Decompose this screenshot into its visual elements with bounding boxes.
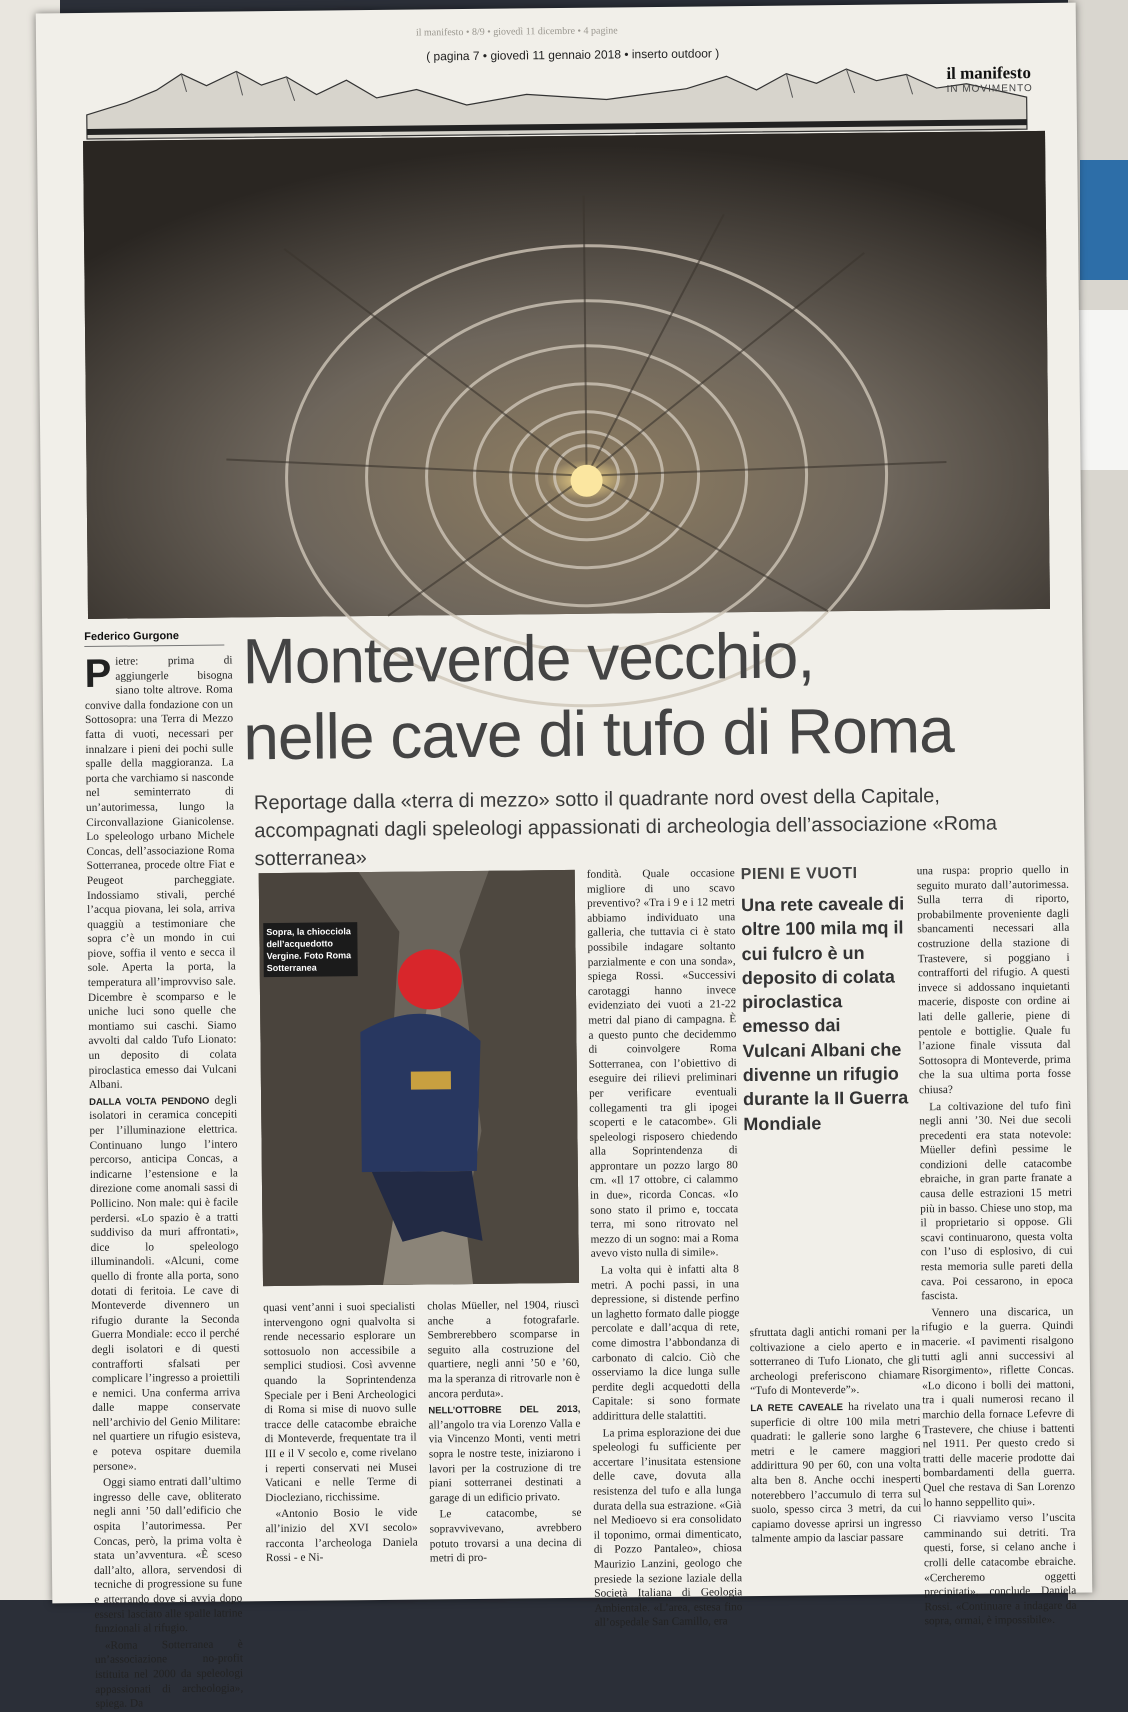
col6-para-1: una ruspa: proprio quello in seguito murato dall’autorimessa. Sulla terra di riporto, probabilmente proveniente dagli sbancamenti necessari alla costruzione della stazione di Trastevere, si poggiano i contrafforti del rifugio. A questi invece si addossano inquietanti macerie, disposte con ordine ai lati delle gallerie, piene di pentole e bottiglie. Quale fu l’azione finale vissuta dal Sottosopra di Monteverde, prima che la sua ultima porta fosse chiusa?: [916, 863, 1071, 1097]
col1-para-4: «Roma Sotterranea è un’associazione no-profit istituita nel 2000 da speleologi appassionati di archeologia», spiega. Da: [94, 1638, 244, 1711]
col3-para-1: cholas Müeller, nel 1904, riuscì anche a fotografarle. Sembrerebbero scomparse in seguito alla costruzione del quartiere, negli anni ’50 e ’60, ma la speranza di ritrovarle non è ancora perduta».: [427, 1298, 581, 1401]
running-header: il manifesto • 8/9 • giovedì 11 dicembre • 4 pagine: [415, 25, 618, 39]
col3-para-3: Le catacombe, se sopravvivevano, avrebbero potuto trovarsi a una decina di metri di pro-: [429, 1507, 582, 1565]
subheadline: Reportage dalla «terra di mezzo» sotto il quadrante nord ovest della Capitale, accompagnati dagli speleologi appassionati di archeologia dell’associazione «Roma sotterranea»: [253, 785, 998, 871]
col4-para-2: La volta qui è infatti alta 8 metri. A pochi passi, in una depressione, si distende perfino un laghetto formato dalle piogge percolate e dall’acqua di rete, come dimostra l’abbondanza di carbonato di calcio. Ciò che osserviamo la dice lunga sulle perdite degli acquedotti della Capitale: si sono formate addirittura delle stalattiti.: [590, 1263, 741, 1423]
headline-line-2: nelle cave di tufo di Roma: [242, 693, 955, 774]
column-5: [749, 1324, 922, 1546]
column-3: [427, 1298, 582, 1565]
col3-runin: NELL’OTTOBRE DEL 2013,: [428, 1404, 581, 1417]
col5-para-2: ha rivelato una superficie di oltre 100 mila metri quadrati: le gallerie sono larghe 6 metri e le camere maggiori addirittura 90 per 60, con una volta alta ben 8. Anche occhi inesperti noterebbero l’accumulo di terra sul suolo, spesso circa 3 metri, da cui capiamo dovesse aprirsi un ingresso talmente ampio da lasciar passare: [750, 1400, 922, 1546]
col1-runin: DALLA VOLTA PENDONO: [89, 1095, 210, 1108]
col6-para-3: Vennero una discarica, un rifugio e la guerra. Quindi macerie. «I pavimenti risalgono tutti agli anni successivi al Risorgimento», riflette Concas. «Lo dicono i bolli dei mattoni, tra i quali numerosi recano il marchio della fornace Lefevre di Trastevere, che chiuse i battenti nel 1911. Per questo credo si tratti delle macerie prodotte dai bombardamenti della guerra. Quel che restava di San Lorenzo lo hanno seppellito qui».: [921, 1305, 1076, 1509]
column-2: [263, 1300, 418, 1565]
spiral-staircase-photo: [83, 131, 1050, 619]
col5-para-1: sfruttata dagli antichi romani per la coltivazione a cielo aperto e in sotterraneo di Tufo Lionato, che gli archeologi preferiscono chiamare “Tufo di Monteverde”».: [749, 1325, 921, 1398]
logo-subtitle: IN MOVIMENTO: [946, 83, 1033, 95]
col6-para-2: La coltivazione del tufo finì negli anni ’30. Nei due secoli precedenti era stata notevole: Müeller definì pessime le condizioni delle catacombe ebraiche, in gran parte franate a causa delle estrazioni 15 metri più in basso. Chiese uno stop, ma il proprietario si oppose. Gli scavi continuarono, questa volta con l’uso di esplosivo, di cui resta memoria sulle pareti della cava. Poi cessarono, in epoca fascista.: [919, 1099, 1074, 1303]
byline: Federico Gurgone: [84, 630, 224, 647]
column-4: [586, 866, 743, 1630]
handwritten-note: [1078, 310, 1128, 470]
col1-para-2: degli isolatori in ceramica concepiti per l’illuminazione elettrica. Continuano lungo l’intero percorso, anticipa Concas, a indicarne l’estensione e la direzione come anomali sassi di Pollicino. Non male: qui è facile perdersi. «Lo spazio è a tratti suddiviso da muri affrontati», dice lo speleologo illuminandoli. «Alcuni, come quello di fronte alla porta, sono dotati di feritoia. Le cave di Monteverde divennero un rifugio durante la Seconda Guerra Mondiale: ecco il perché degli isolatori e di questi contrafforti sfalsati per complicare l’ingresso a proiettili e nemici. Una conferma arriva dalle mappe conservate nell’archivio del Genio Militare: nel quartiere un rifugio esisteva, e poteva ospitare duemila persone».: [89, 1094, 241, 1473]
column-1: [84, 651, 244, 1711]
masthead-logo: [946, 63, 1033, 95]
issue-date-line: ( pagina 7 • giovedì 11 gennaio 2018 • inserto outdoor ): [426, 46, 720, 64]
headline-line-1: Monteverde vecchio,: [242, 619, 815, 698]
col1-lead: ietre: prima di aggiungerle bisogna siano tolte altrove. Roma convive dalla fondazione con un Sottosopra: una Terra di Mezzo fatta di vuoti, necessari per innalzare i pieni dei pochi sulle spalle della maggioranza. La porta che varchiamo si nasconde nel seminterrato di un’autorimessa, lungo la Circonvallazione Gianicolense. Lo speleologo urbano Michele Concas, dell’associazione Roma Sotterranea, procede oltre Fiat e Peugeot parcheggiate. Indossiamo stivali, perché l’acqua piovana, lei sola, arriva quaggiù a testimoniare che sopra c’è un mondo in cui piove, soffia il vento e secca il sole. Aperta la porta, la temperatura all’improvviso sale. Dicembre è scomparso e le uniche luci sono quelle che montiamo sui caschi. Siamo avvolti dal caldo Tufo Lionato: un deposito di colata piroclastica emesso dai Vulcani Albani.: [84, 654, 237, 1092]
col2-para-1: quasi vent’anni i suoi specialisti intervengono ogni qualvolta si rende necessario esplorare un sottosuolo non accessibile a semplici studiosi. Così avvenne quando la Soprintendenza Speciale per i Beni Archeologici di Roma si mise di nuovo sulle tracce delle catacombe ebraiche di Monteverde, frequentate tra il III e il V secolo e, come rivelano i reperti conservati nei Musei Vaticani e nelle Terme di Diocleziano, ricchissime.: [263, 1300, 418, 1504]
col4-para-3: La prima esplorazione dei due speleologi fu sufficiente per accertare l’inusitata estensione delle cave, dovuta alla resistenza del tufo e alla lunga durata della sua estrazione. «Già nel Medioevo si era consolidato il toponimo, ormai dimenticato, di Pozzo Pantaleo», chiosa Maurizio Lanzini, geologo che presiede la sezione laziale della Società Italiana di Geologia Ambientale. «L’area, estesa fino all’ospedale San Camillo, era: [592, 1425, 743, 1630]
photo-caption: Sopra, la chiocciola dell’acquedotto Vergine. Foto Roma Sotterranea: [263, 922, 358, 977]
col6-para-4: Ci riavviamo verso l’uscita camminando sui detriti. Tra questi, forse, si celano anche i crolli delle catacombe ebraiche. «Cercheremo oggetti precipitati», conclude Daniela Rossi. «Continuare a indagare da sopra, ormai, è impossibile».: [923, 1511, 1077, 1628]
col2-para-2: «Antonio Bosio le vide all’inizio del XVI secolo» racconta l’archeologa Daniela Rossi - e Ni-: [265, 1506, 418, 1565]
drop-cap: P: [84, 651, 112, 697]
headline: [242, 616, 954, 775]
column-6: [916, 863, 1077, 1628]
blue-book-cover: [1080, 160, 1128, 280]
newspaper-page: [36, 3, 1093, 1711]
col3-para-2: all’angolo tra via Lorenzo Valla e via Vincenzo Monti, venti metri sopra le nostre teste, iniziarono i lavori per la costruzione di tre piani sotterranei destinati a garage di un edificio privato.: [428, 1417, 582, 1505]
col1-para-3: Oggi siamo entrati dall’ultimo ingresso delle cave, obliterato negli anni ’50 dall’edificio che ospita l’autorimessa. Per Concas, però, la prima volta è stata un’avventura. «È sceso dall’alto, allora, servendosi di tecniche di progressione su fune e atterrando dove si avvia dopo essersi lasciato alle spalle latrine funzionali al rifugio.: [93, 1475, 243, 1636]
col5-runin: LA RETE CAVEALE: [750, 1402, 843, 1415]
sidebar-pull-quote: Una rete caveale di oltre 100 mila mq il cui fulcro è un deposito di colata piroclastica emesso dai Vulcani Albani che divenne un rifugio durante la II Guerra Mondiale: [740, 893, 909, 1134]
col4-para-1: fondità. Quale occasione migliore di uno scavo preventivo? «Tra i 9 e i 12 metri abbiamo individuato una galleria, che tuttavia ci è stato possibile indagare soltanto parzialmente e con una sonda», spiega Rossi. «Successivi carotaggi hanno invece evidenziato dei vuoti a 21-22 metri dal piano di campagna. È a questo punto che decidemmo di coinvolgere Roma Sotterranea, con l’obiettivo di eseguire dei rilievi preliminari per verificare eventuali collegamenti tra gli ipogei scoperti e le catacombe». Gli speleologi risposero chiedendo alla Soprintendenza di approntare un pozzo largo 80 cm. «Il 17 ottobre, ci calammo in due», ricorda Concas. «Io sono stato il primo e, toccata terra, mi sono ritrovato nel mezzo di un sogno: mai a Roma avevo visto nulla di simile».: [586, 867, 739, 1261]
sidebar-kicker: PIENI E VUOTI: [740, 864, 858, 884]
logo-name: il manifesto: [946, 63, 1032, 83]
